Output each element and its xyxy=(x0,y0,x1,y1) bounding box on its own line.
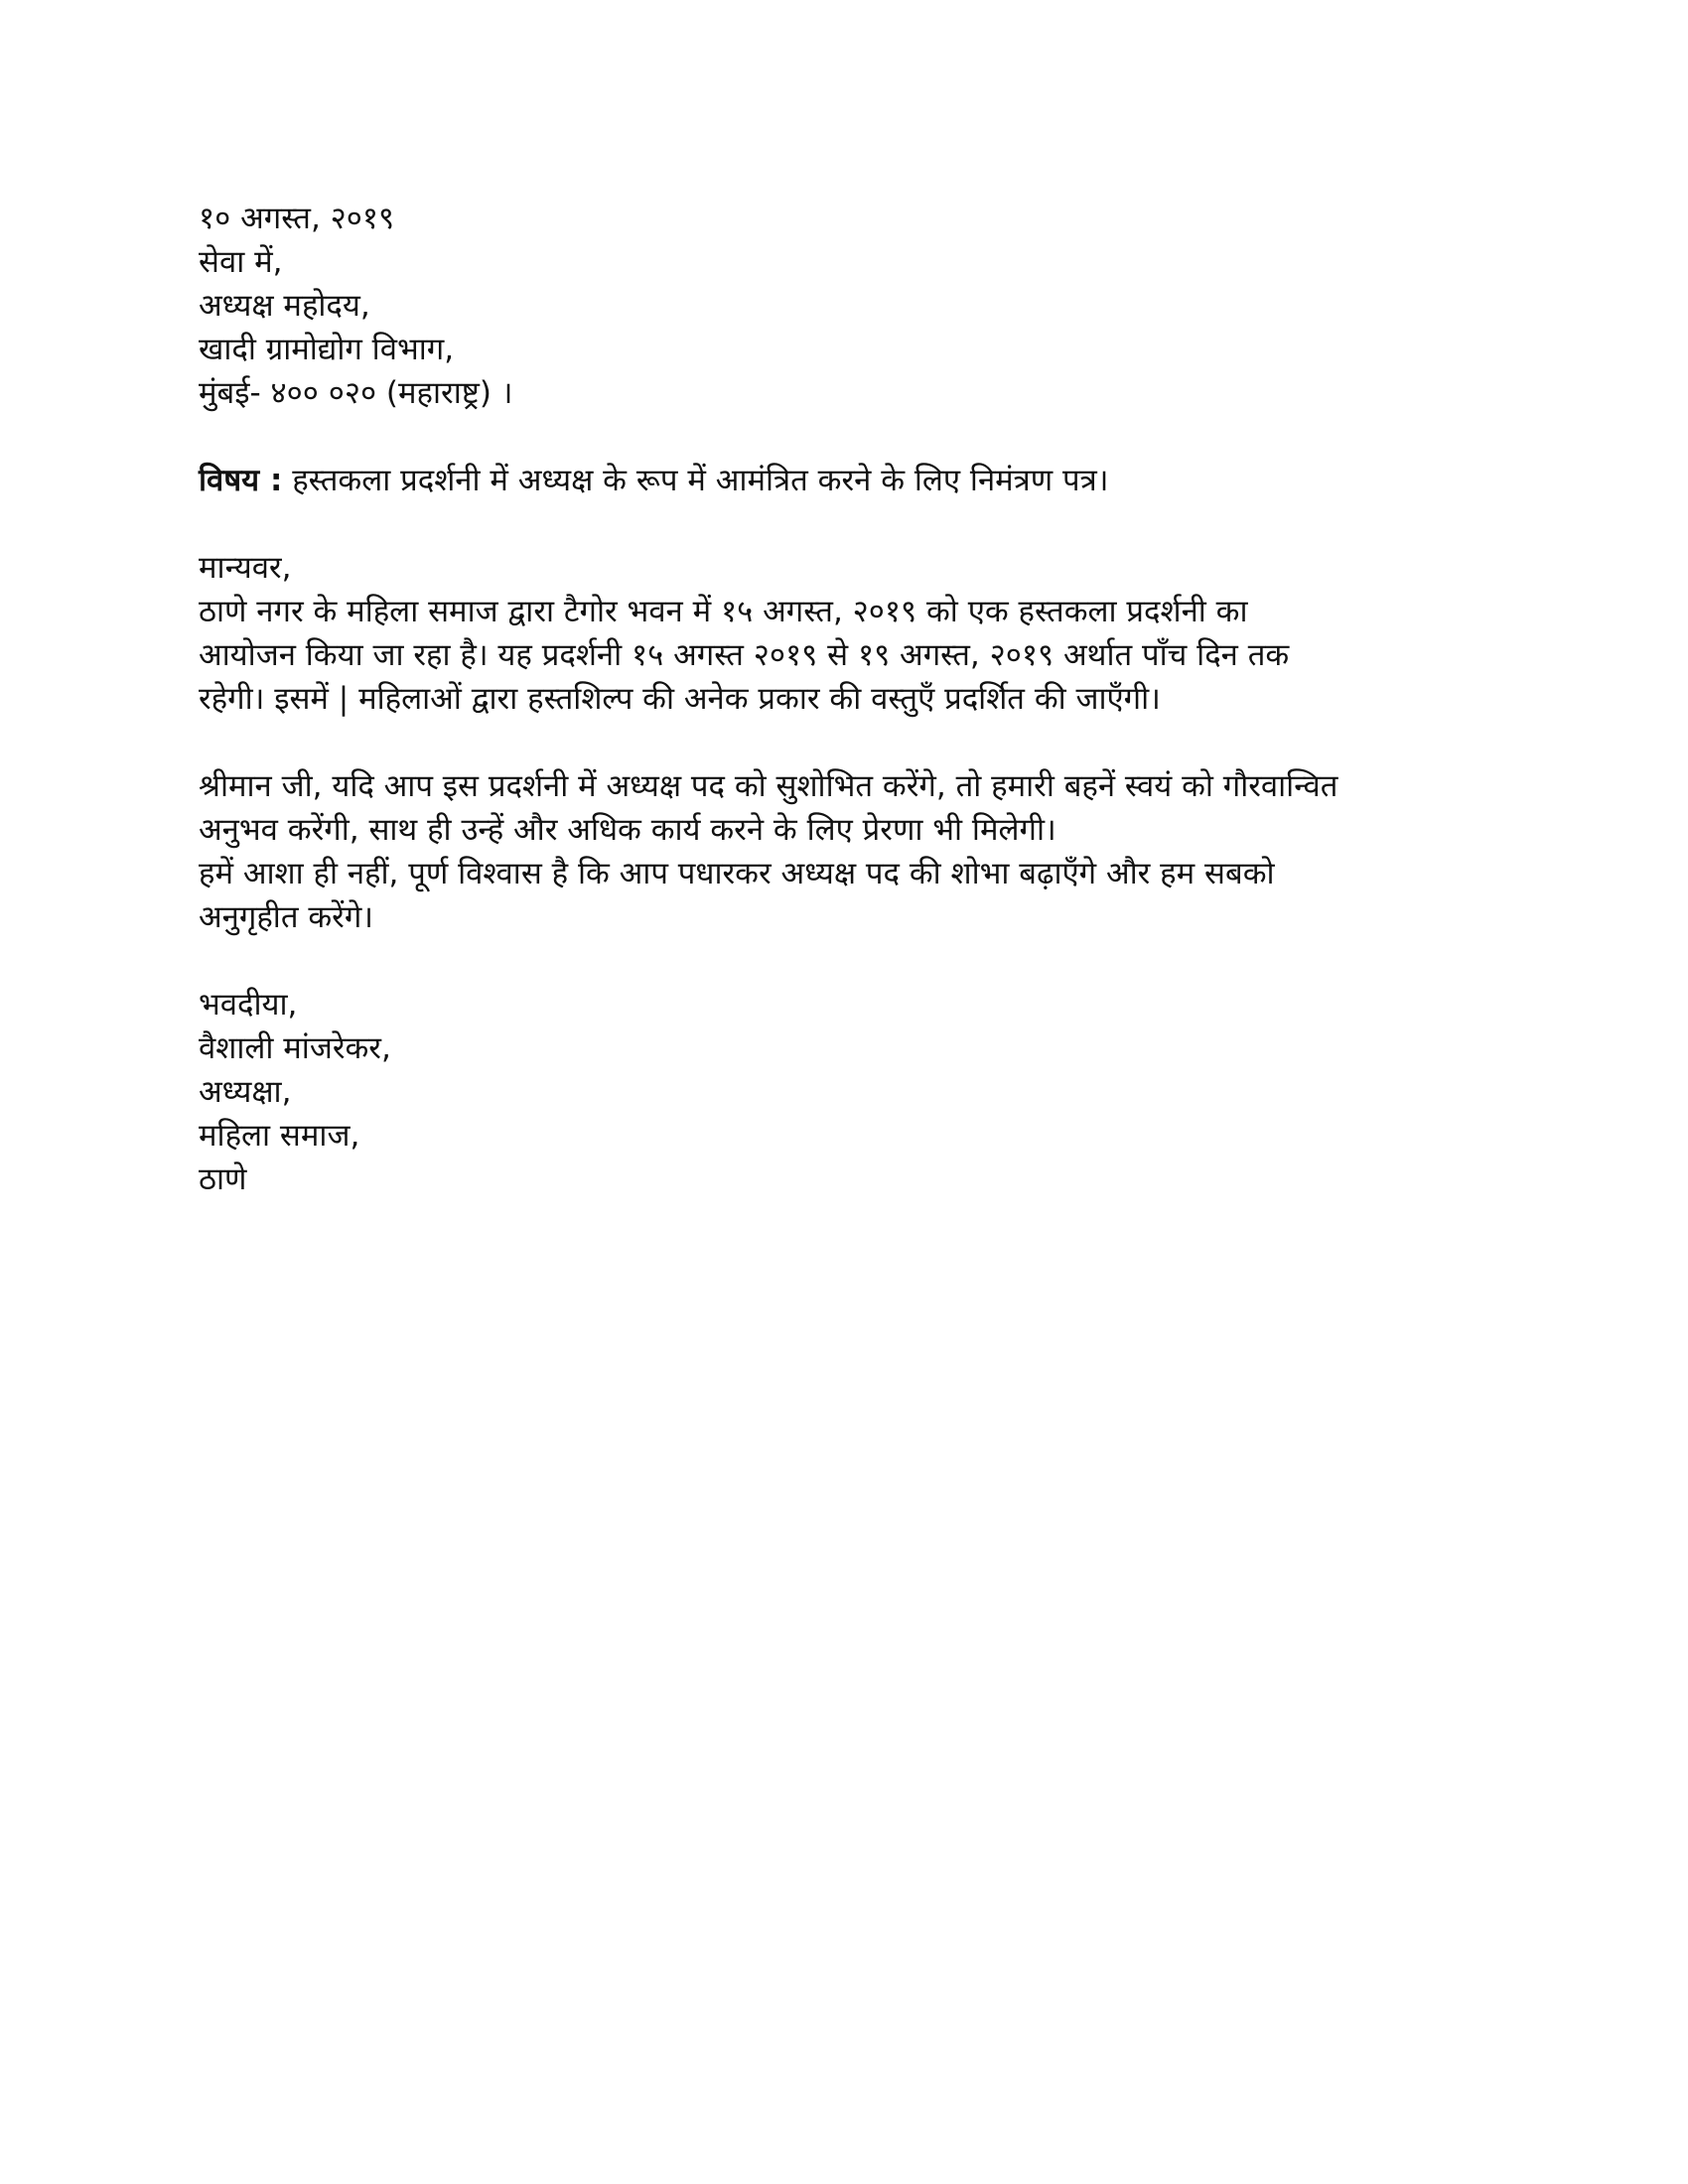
recipient-block xyxy=(199,240,1509,415)
recipient-line: खादी ग्रामोद्योग विभाग, xyxy=(199,332,455,367)
subject-text: हस्तकला प्रदर्शनी में अध्यक्ष के रूप में आमंत्रित करने के लिए निमंत्रण पत्र। xyxy=(282,463,1109,498)
paragraph-line: आयोजन किया जा रहा है। यह प्रदर्शनी १५ अगस्त २०१९ से १९ अगस्त, २०१९ अर्थात पाँच दिन तक xyxy=(199,637,1290,673)
closing-line: अध्यक्षा, xyxy=(199,1074,292,1110)
paragraph-2 xyxy=(199,764,1509,939)
paragraph-line: रहेगी। इसमें | महिलाओं द्वारा हस्तशिल्प की अनेक प्रकार की वस्तुएँ प्रदर्शित की जाएँगी। xyxy=(199,681,1161,717)
closing-line: भवदीया, xyxy=(199,987,298,1023)
paragraph-line: अनुभव करेंगी, साथ ही उन्हें और अधिक कार्य करने के लिए प्रेरणा भी मिलेगी। xyxy=(199,812,1056,848)
closing-block xyxy=(199,983,1509,1201)
paragraph-line: हमें आशा ही नहीं, पूर्ण विश्वास है कि आप पधारकर अध्यक्ष पद की शोभा बढ़ाएँगे और हम सबको xyxy=(199,856,1275,891)
closing-line: ठाणे xyxy=(199,1161,247,1197)
paragraph-1 xyxy=(199,590,1509,721)
paragraph-line: ठाणे नगर के महिला समाज द्वारा टैगोर भवन में १५ अगस्त, २०१९ को एक हस्तकला प्रदर्शनी का xyxy=(199,594,1248,629)
recipient-line: मुंबई- ४०० ०२० (महाराष्ट्र) । xyxy=(199,375,513,411)
paragraph-line: श्रीमान जी, यदि आप इस प्रदर्शनी में अध्यक्ष पद को सुशोभित करेंगे, तो हमारी बहनें स्वयं को गौरवान्वित xyxy=(199,768,1338,804)
letter-body xyxy=(199,197,1509,1201)
closing-line: महिला समाज, xyxy=(199,1118,360,1154)
subject-line xyxy=(199,459,1509,502)
paragraph-line: अनुगृहीत करेंगे। xyxy=(199,899,374,935)
salutation: मान्यवर, xyxy=(199,550,292,586)
closing-line: वैशाली मांजरेकर, xyxy=(199,1030,391,1066)
recipient-line: सेवा में, xyxy=(199,244,283,280)
letter-date: १० अगस्त, २०१९ xyxy=(199,201,395,236)
recipient-line: अध्यक्ष महोदय, xyxy=(199,288,370,324)
subject-label: विषय : xyxy=(199,463,283,498)
